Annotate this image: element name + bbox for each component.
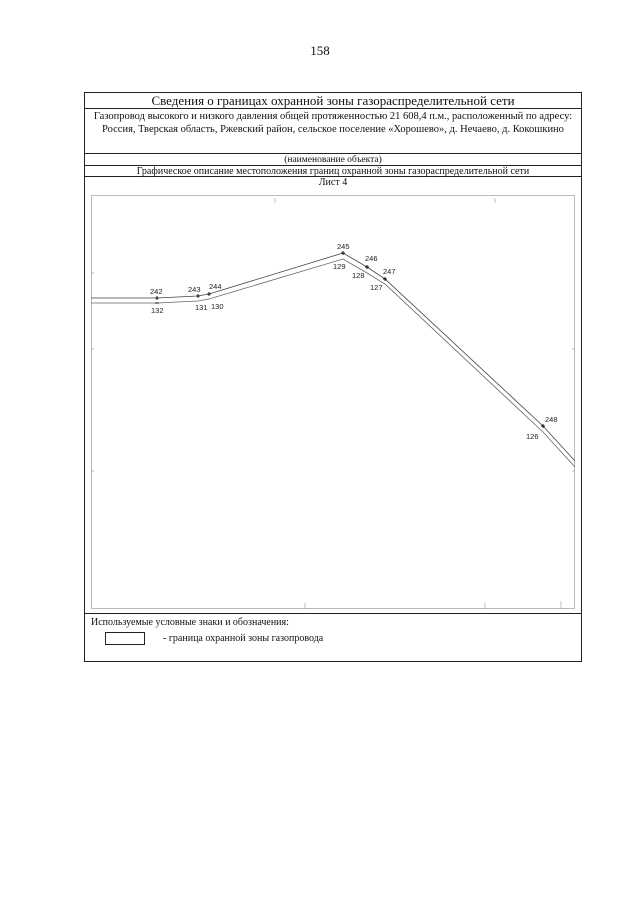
point-label-132: 132 — [151, 306, 164, 315]
point-label-247: 247 — [383, 267, 396, 276]
graphic-description-title: Графическое описание местоположения границ охранной зоны газораспределительной сети — [85, 166, 581, 177]
legend-item-label: - граница охранной зоны газопровода — [163, 633, 324, 644]
boundary-line-inner — [91, 259, 575, 467]
point-label-242: 242 — [150, 287, 163, 296]
point-label-244: 244 — [209, 282, 222, 291]
object-name-caption: (наименование объекта) — [85, 154, 581, 166]
point-label-131: 131 — [195, 303, 208, 312]
sheet-label: Лист 4 — [318, 177, 348, 188]
point-label-243: 243 — [188, 285, 201, 294]
point-label-130: 130 — [211, 302, 224, 311]
point-label-127: 127 — [370, 283, 383, 292]
legend-title: Используемые условные знаки и обозначения: — [91, 617, 289, 628]
legend-boundary-symbol — [105, 632, 145, 645]
legend-separator — [85, 613, 581, 614]
document-title: Сведения о границах охранной зоны газораспределительной сети — [85, 93, 581, 109]
point-label-128: 128 — [352, 271, 365, 280]
map-grid-ticks — [91, 198, 575, 609]
point-label-246: 246 — [365, 254, 378, 263]
point-label-245: 245 — [337, 242, 350, 251]
page-number: 158 — [310, 43, 330, 58]
point-label-126: 126 — [526, 432, 539, 441]
document-frame — [84, 92, 582, 662]
boundary-line-outer — [91, 253, 575, 461]
object-description: Газопровод высокого и низкого давления общей протяженностью 21 608,4 п.м., расположенный по адресу: Россия, Тверская область, Ржевский район, сельское поселение «Хорошево», д. Нечаево, д. Кокошкино — [85, 109, 581, 154]
point-label-248: 248 — [545, 415, 558, 424]
boundary-map — [85, 93, 583, 613]
point-label-129: 129 — [333, 262, 346, 271]
